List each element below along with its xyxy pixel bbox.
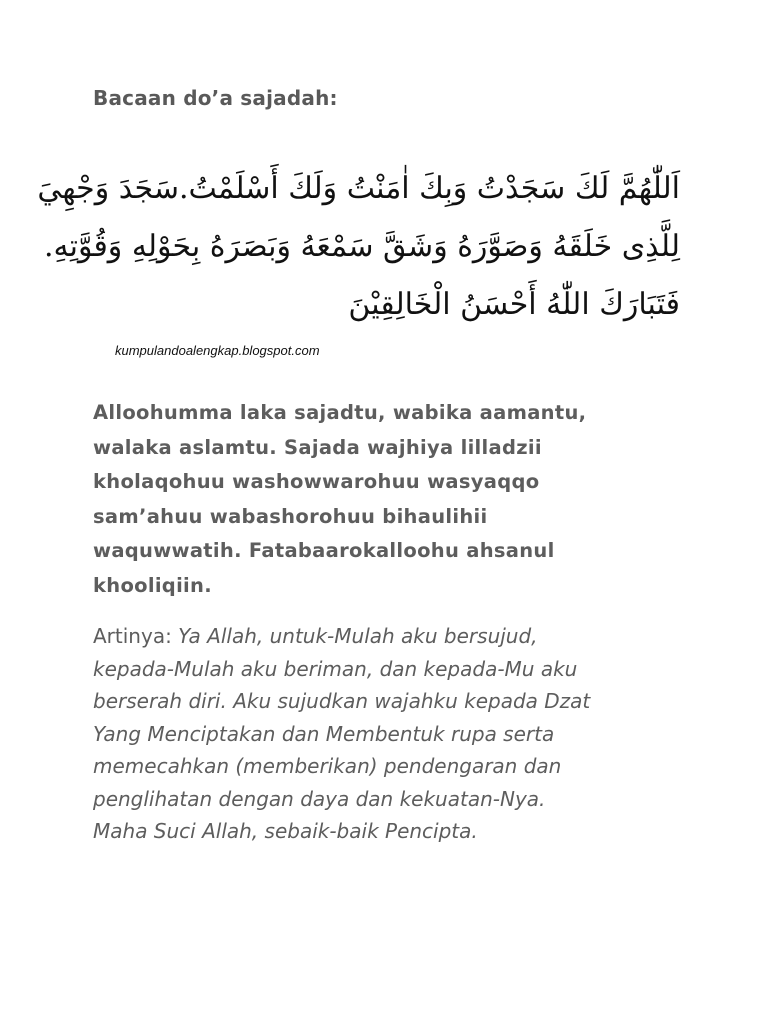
translation-block [93, 620, 713, 848]
translation-line: kepada-Mulah aku beriman, dan kepada-Mu aku [93, 656, 578, 681]
arabic-prayer-text [37, 160, 680, 334]
latin-line: Alloohumma laka sajadtu, wabika aamantu, [93, 401, 587, 424]
arabic-line: اَللّٰهُمَّ لَكَ سَجَدْتُ وَبِكَ اٰمَنْتُ وَلَكَ أَسْلَمْتُ.سَجَدَ وَجْهِيَ [37, 171, 680, 206]
translation-line [93, 620, 713, 653]
translation-text: Ya Allah, untuk-Mulah aku bersujud, [178, 624, 538, 648]
source-watermark: kumpulandoalengkap.blogspot.com [115, 343, 320, 358]
arabic-line: لِلَّذِى خَلَقَهُ وَصَوَّرَهُ وَشَقَّ سَمْعَهُ وَبَصَرَهُ بِحَوْلِهِ وَقُوَّتِهِ. [44, 229, 680, 264]
latin-transliteration [93, 396, 713, 603]
latin-line: kholaqohuu washowwarohuu wasyaqqo [93, 470, 540, 493]
translation-label: Artinya: [93, 624, 179, 648]
latin-line: walaka aslamtu. Sajada wajhiya lilladzii [93, 435, 542, 459]
latin-line: khooliqiin. [93, 573, 212, 597]
latin-line: waquwwatih. Fatabaarokalloohu ahsanul [93, 539, 555, 562]
translation-line: Maha Suci Allah, sebaik-baik Pencipta. [93, 819, 478, 843]
arabic-line: فَتَبَارَكَ اللّٰهُ أَحْسَنُ الْخَالِقِيْنَ [348, 287, 680, 322]
translation-line: memecahkan (memberikan) pendengaran dan [93, 754, 562, 778]
translation-line: Yang Menciptakan dan Membentuk rupa serta [93, 721, 555, 746]
translation-line: penglihatan dengan daya dan kekuatan-Nya. [93, 786, 546, 811]
latin-line: sam’ahuu wabashorohuu bihaulihii [93, 504, 488, 528]
translation-line: berserah diri. Aku sujudkan wajahku kepada Dzat [93, 689, 591, 713]
page-heading: Bacaan do’a sajadah: [93, 86, 338, 110]
